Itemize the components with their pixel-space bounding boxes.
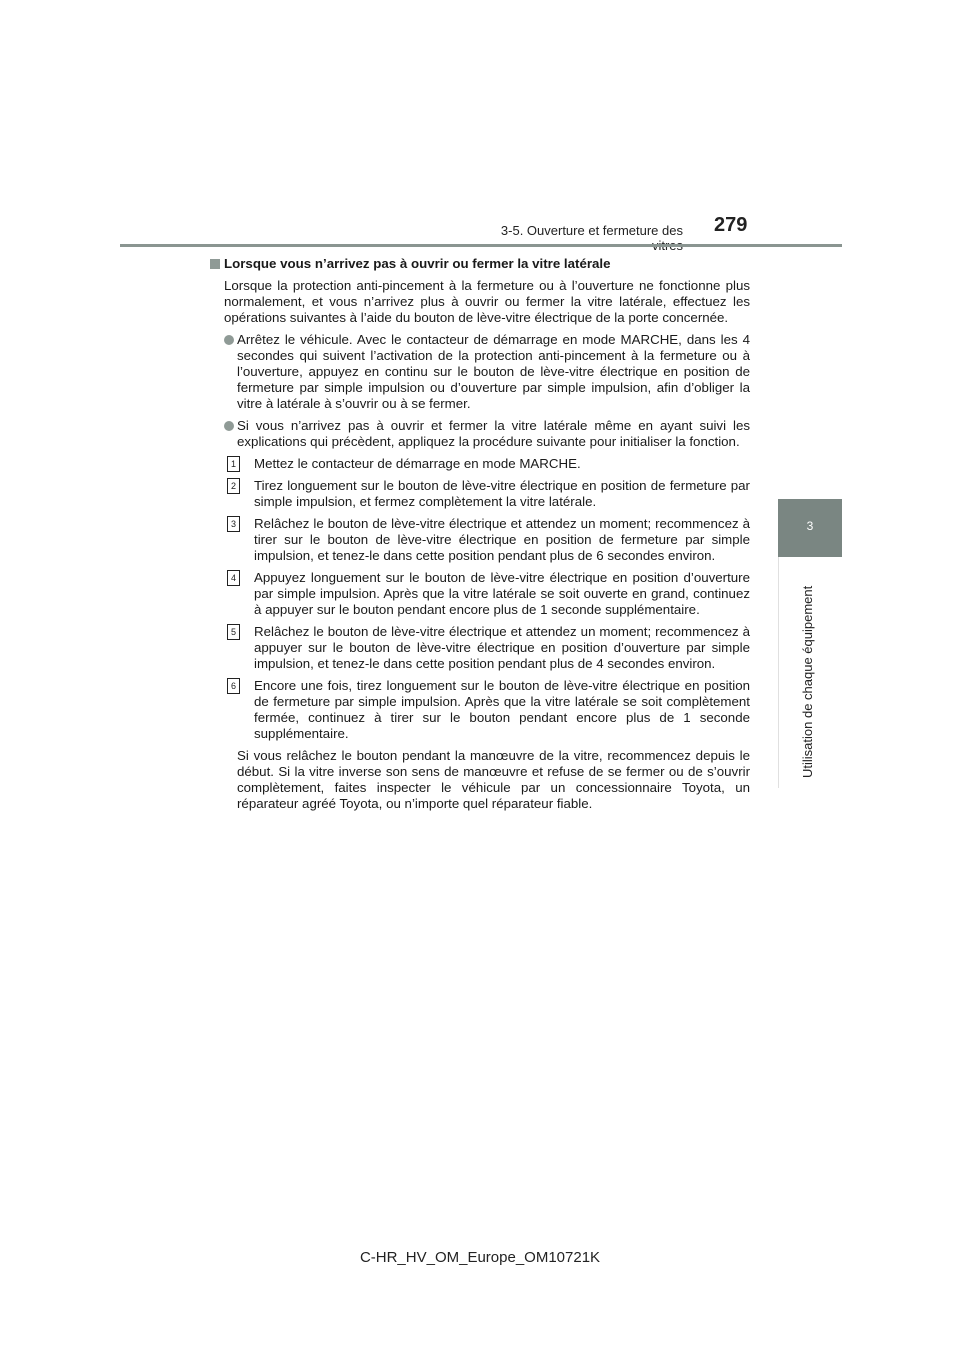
- step-number-badge: 1: [227, 456, 240, 472]
- square-bullet-icon: [210, 259, 220, 269]
- step-number-badge: 4: [227, 570, 240, 586]
- page-content: [210, 256, 750, 812]
- section-heading: [210, 256, 750, 272]
- intro-paragraph: Lorsque la protection anti-pincement à la fermeture ou à l’ouverture ne fonctionne plus normalement, et vous n’arrivez plus à ouvrir ou fermer la vitre latérale, effectuez les opérations suivantes à l’aide du bouton de lève-vitre électrique de la porte concernée.: [224, 278, 750, 325]
- step-item: [230, 478, 750, 510]
- step-item: [230, 678, 750, 742]
- list-item: [224, 332, 750, 412]
- step-item: [230, 456, 750, 472]
- step-item: [230, 624, 750, 672]
- document-code: C-HR_HV_OM_Europe_OM10721K: [359, 1249, 601, 1266]
- list-item-text: Arrêtez le véhicule. Avec le contacteur de démarrage en mode MARCHE, dans les 4 secondes qui suivent l’activation de la protection anti-pincement à la fermeture ou à l’ouverture, appuyez en continu sur le bouton de lève-vitre électrique en position de fermeture par simple impulsion ou d’ouverture par simple impulsion, afin d’obliger la vitre à latérale à s’ouvrir ou à se fermer.: [237, 332, 750, 411]
- list-item-text: Si vous n’arrivez pas à ouvrir et fermer la vitre latérale même en ayant suivi les explications qui précèdent, appliquez la procédure suivante pour initialiser la fonction.: [237, 418, 750, 449]
- step-text: Mettez le contacteur de démarrage en mode MARCHE.: [254, 456, 581, 471]
- chapter-number: 3: [806, 519, 814, 533]
- header-divider: [120, 244, 842, 247]
- step-number-badge: 5: [227, 624, 240, 640]
- step-number-badge: 6: [227, 678, 240, 694]
- step-text: Encore une fois, tirez longuement sur le bouton de lève-vitre électrique en position de fermeture par simple impulsion. Après que la vitre latérale se soit complètement fermée, continuez à tirer sur le bouton pendant encore plus de 1 seconde supplémentaire.: [254, 678, 750, 741]
- closing-paragraph: Si vous relâchez le bouton pendant la manœuvre de la vitre, recommencez depuis le début. Si la vitre inverse son sens de manœuvre et refuse de se fermer ou de s’ouvrir complètement, faites inspecter le véhicule par un concessionnaire Toyota, un réparateur agréé Toyota, ou n’importe quel réparateur fiable.: [237, 748, 750, 811]
- circle-bullet-icon: [224, 421, 234, 431]
- chapter-title: Utilisation de chaque équipement: [800, 585, 815, 778]
- header-section-title: 3-5. Ouverture et fermeture des: [500, 223, 683, 238]
- list-item: [224, 418, 750, 450]
- step-item: [230, 516, 750, 564]
- page-number: 279: [714, 214, 748, 236]
- step-item: [230, 570, 750, 618]
- step-number-badge: 3: [227, 516, 240, 532]
- step-number-badge: 2: [227, 478, 240, 494]
- step-text: Relâchez le bouton de lève-vitre électrique et attendez un moment; recommencez à tirer sur le bouton de lève-vitre électrique en position de fermeture par simple impulsion, et tenez-le dans cette position pendant plus de 6 secondes environ.: [254, 516, 750, 563]
- chapter-tab: [778, 499, 842, 557]
- step-text: Relâchez le bouton de lève-vitre électrique et attendez un moment; recommencez à appuyer sur le bouton de lève-vitre électrique en position d’ouverture par simple impulsion, et tenez-le dans cette position pendant plus de 4 secondes environ.: [254, 624, 750, 671]
- section-heading-text: Lorsque vous n’arrivez pas à ouvrir ou fermer la vitre latérale: [224, 256, 611, 271]
- step-text: Tirez longuement sur le bouton de lève-vitre électrique en position de fermeture par simple impulsion, et fermez complètement la vitre latérale.: [254, 478, 750, 509]
- circle-bullet-icon: [224, 335, 234, 345]
- step-text: Appuyez longuement sur le bouton de lève-vitre électrique en position d’ouverture par simple impulsion. Après que la vitre latérale se soit ouverte en grand, continuez à appuyer sur le bouton pendant encore plus de 1 seconde supplémentaire.: [254, 570, 750, 617]
